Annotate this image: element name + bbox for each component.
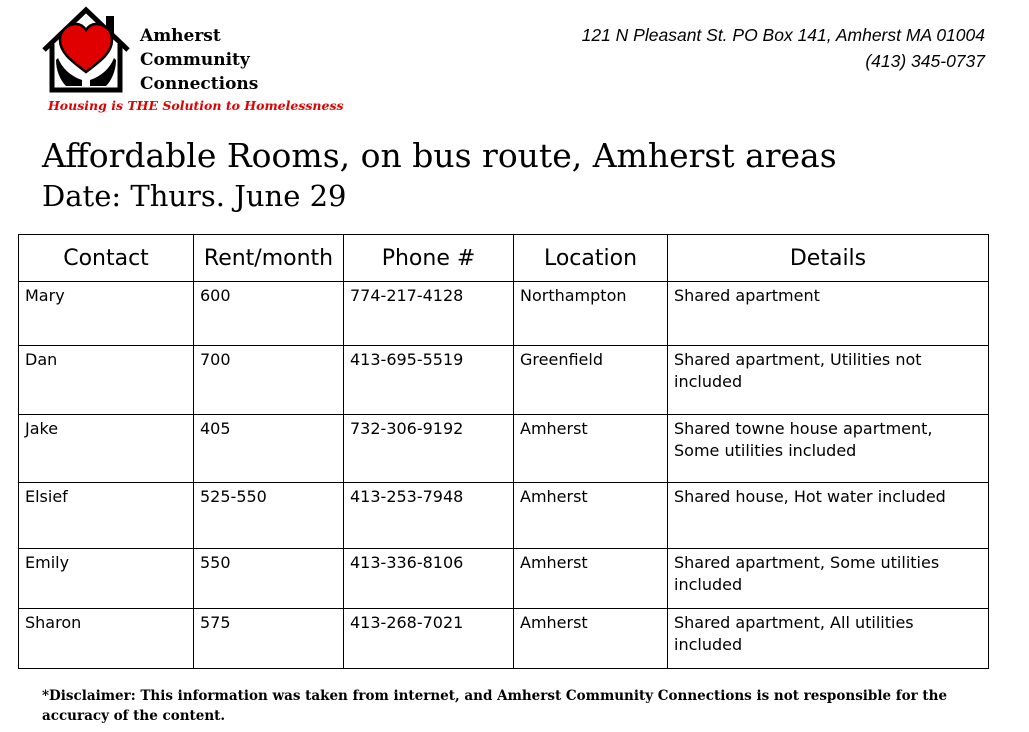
cell-rent: 600 [194, 282, 344, 346]
disclaimer: *Disclaimer: This information was taken from internet, and Amherst Community Connections is not responsible for the accuracy of the content. [42, 688, 948, 724]
cell-rent: 575 [194, 609, 344, 669]
cell-rent: 525-550 [194, 483, 344, 549]
org-address: 121 N Pleasant St. PO Box 141, Amherst MA 01004 [581, 25, 985, 45]
cell-location: Greenfield [514, 346, 668, 415]
cell-contact: Jake [19, 415, 194, 483]
cell-phone: 413-253-7948 [344, 483, 514, 549]
cell-contact: Sharon [19, 609, 194, 669]
column-header: Phone # [344, 235, 514, 282]
page-title: Affordable Rooms, on bus route, Amherst areas [42, 136, 837, 175]
org-tagline: Housing is THE Solution to Homelessness [48, 98, 344, 113]
cell-rent: 405 [194, 415, 344, 483]
cell-phone: 413-336-8106 [344, 549, 514, 609]
column-header: Contact [19, 235, 194, 282]
org-name-line: Amherst [140, 26, 221, 46]
table-row [19, 415, 989, 483]
cell-phone: 413-695-5519 [344, 346, 514, 415]
table-row [19, 346, 989, 415]
org-contact-info [582, 22, 985, 74]
org-name-line: Community [140, 50, 250, 70]
cell-contact: Mary [19, 282, 194, 346]
cell-contact: Dan [19, 346, 194, 415]
table-row [19, 549, 989, 609]
org-name [140, 24, 258, 96]
cell-location: Amherst [514, 549, 668, 609]
org-logo [40, 6, 344, 116]
column-header: Details [668, 235, 989, 282]
cell-location: Amherst [514, 415, 668, 483]
table-row [19, 609, 989, 669]
cell-contact: Elsief [19, 483, 194, 549]
cell-contact: Emily [19, 549, 194, 609]
cell-details: Shared towne house apartment, Some utilities included [668, 415, 989, 483]
cell-details: Shared apartment [668, 282, 989, 346]
cell-rent: 550 [194, 549, 344, 609]
org-name-line: Connections [140, 74, 259, 94]
table-row [19, 282, 989, 346]
column-header: Rent/month [194, 235, 344, 282]
cell-rent: 700 [194, 346, 344, 415]
table-row [19, 483, 989, 549]
cell-phone: 732-306-9192 [344, 415, 514, 483]
cell-location: Amherst [514, 609, 668, 669]
cell-details: Shared apartment, Utilities not included [668, 346, 989, 415]
org-phone: (413) 345-0737 [865, 51, 985, 71]
cell-location: Amherst [514, 483, 668, 549]
cell-details: Shared house, Hot water included [668, 483, 989, 549]
cell-details: Shared apartment, Some utilities included [668, 549, 989, 609]
page-date: Date: Thurs. June 29 [42, 179, 347, 213]
cell-location: Northampton [514, 282, 668, 346]
listings-table [18, 234, 989, 669]
column-header: Location [514, 235, 668, 282]
cell-phone: 774-217-4128 [344, 282, 514, 346]
house-heart-hands-icon [40, 6, 132, 94]
cell-details: Shared apartment, All utilities included [668, 609, 989, 669]
cell-phone: 413-268-7021 [344, 609, 514, 669]
table-header-row [19, 235, 989, 282]
